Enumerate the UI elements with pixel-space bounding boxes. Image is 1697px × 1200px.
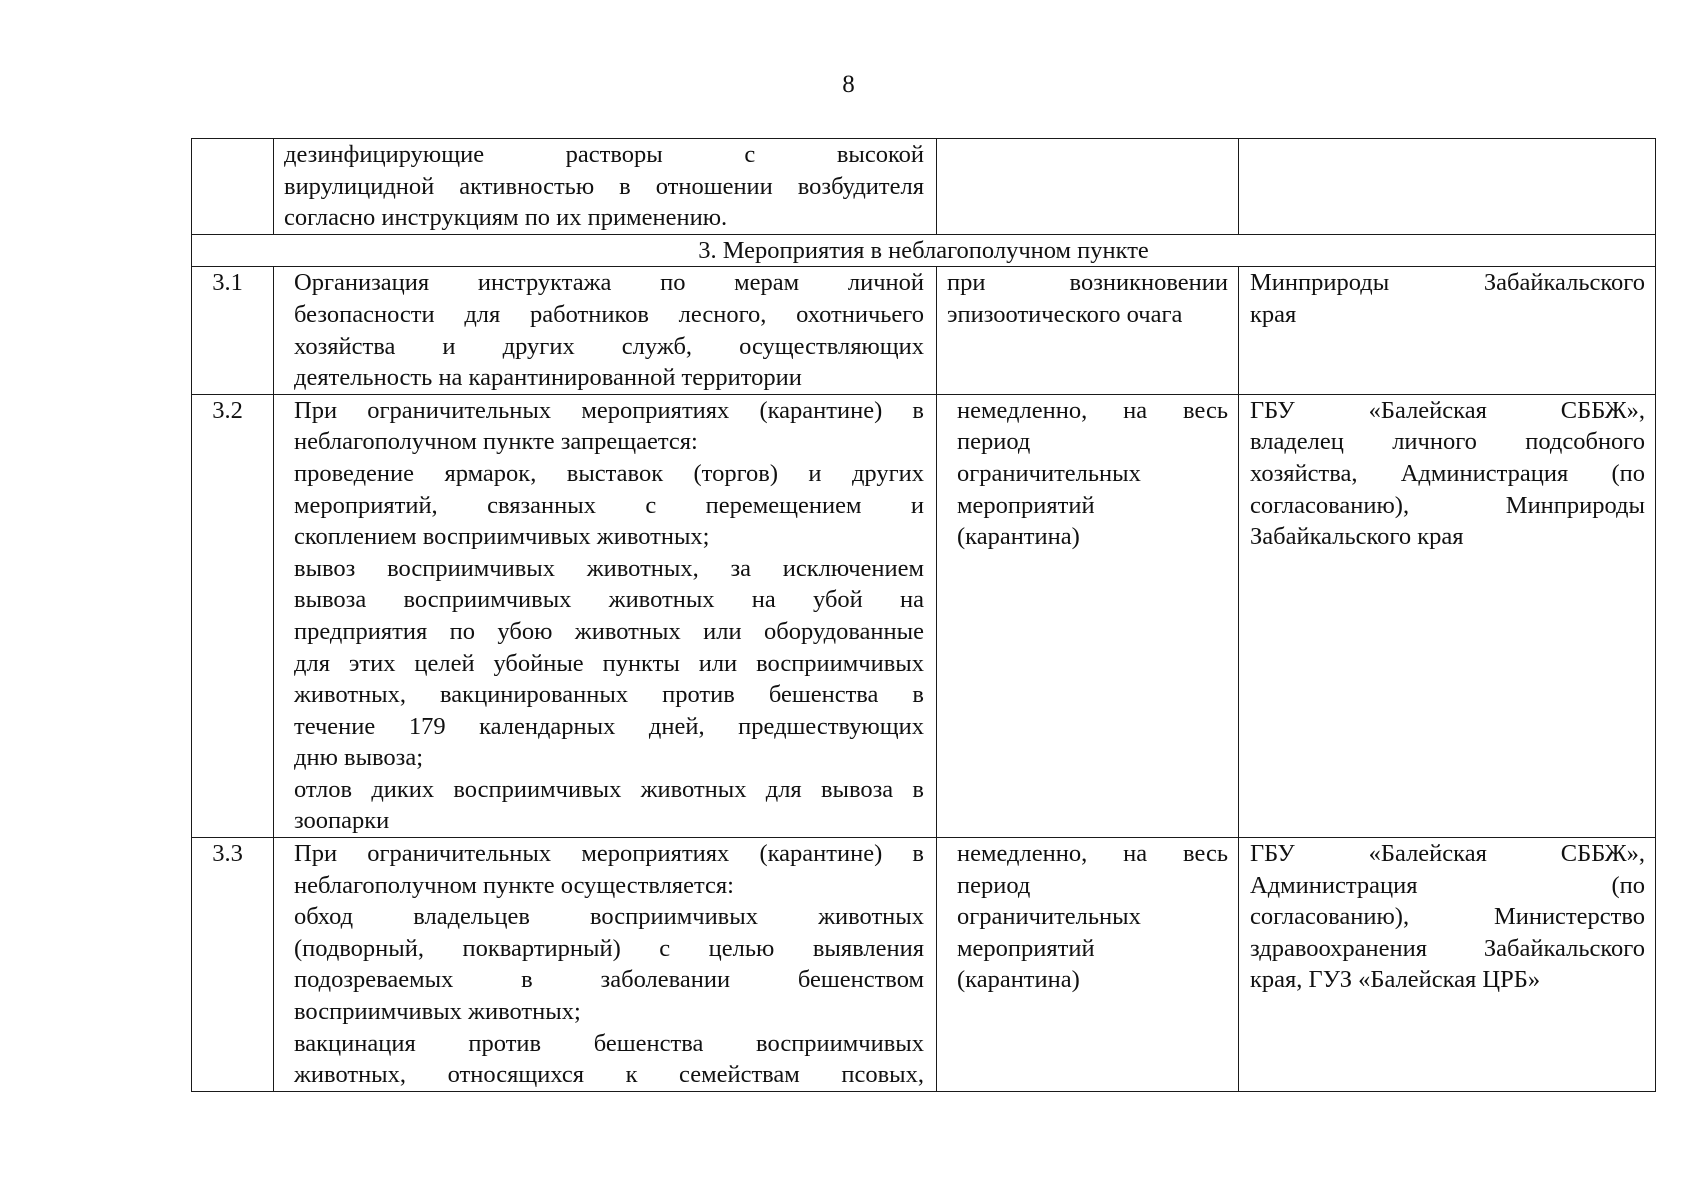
- text-line: ограничительных: [957, 459, 1141, 487]
- text-line: для этих целей убойные пункты или восприимчивых: [294, 649, 924, 677]
- cell-description: [274, 267, 937, 394]
- text-line: животных, вакцинированных против бешенства в: [294, 681, 924, 709]
- text-line: хозяйства, Администрация (по: [1250, 459, 1645, 487]
- text-line: отлов диких восприимчивых животных для вывоза в: [294, 775, 924, 803]
- cell-description: [274, 394, 937, 837]
- text-line: эпизоотического очага: [947, 300, 1183, 328]
- text-line: края: [1250, 300, 1297, 328]
- cell-number: 3.1: [192, 267, 274, 394]
- cell-responsible: [1239, 139, 1656, 235]
- text-line: при возникновении: [947, 269, 1228, 297]
- text-line: согласованию), Министерство: [1250, 903, 1645, 931]
- text-line: (карантина): [957, 523, 1080, 551]
- text-line: вакцинация против бешенства восприимчивых: [294, 1029, 924, 1057]
- text-line: скоплением восприимчивых животных;: [294, 523, 710, 551]
- text-line: Забайкальского края: [1250, 523, 1464, 551]
- text-line: согласованию), Минприроды: [1250, 491, 1645, 519]
- text-line: период: [957, 871, 1031, 899]
- text-line: (подворный, поквартирный) с целью выявления: [294, 934, 924, 962]
- text-line: немедленно, на весь: [957, 396, 1228, 424]
- cell-number: [192, 139, 274, 235]
- text-line: проведение ярмарок, выставок (торгов) и других: [294, 459, 924, 487]
- section-header-row: [192, 234, 1656, 267]
- text-line: зоопарки: [294, 807, 390, 835]
- text-line: вывоз восприимчивых животных, за исключением: [294, 554, 924, 582]
- text-line: Администрация (по: [1250, 871, 1645, 899]
- text-line: вывоза восприимчивых животных на убой на: [294, 586, 924, 614]
- cell-responsible: [1239, 838, 1656, 1092]
- text-line: немедленно, на весь: [957, 840, 1228, 868]
- text-line: течение 179 календарных дней, предшествующих: [294, 712, 924, 740]
- text-line: владелец личного подсобного: [1250, 428, 1645, 456]
- cell-term: [937, 838, 1239, 1092]
- table-row: [192, 838, 1656, 1092]
- cell-term: [937, 267, 1239, 394]
- text-line: согласно инструкциям по их применению.: [284, 204, 728, 232]
- page-number: 8: [842, 71, 855, 98]
- text-line: период: [957, 428, 1031, 456]
- text-line: обход владельцев восприимчивых животных: [294, 903, 924, 931]
- cell-term: [937, 394, 1239, 837]
- table-row: [192, 267, 1656, 394]
- cell-description: [274, 838, 937, 1092]
- table-row-continuation: [192, 139, 1656, 235]
- cell-responsible: [1239, 394, 1656, 837]
- text-line: деятельность на карантинированной территории: [294, 364, 802, 392]
- text-line: здравоохранения Забайкальского: [1250, 934, 1645, 962]
- text-line: подозреваемых в заболевании бешенством: [294, 966, 924, 994]
- text-line: мероприятий: [957, 491, 1095, 519]
- text-line: При ограничительных мероприятиях (карантине) в: [294, 840, 924, 868]
- cell-description: [274, 139, 937, 235]
- text-line: неблагополучном пункте осуществляется:: [294, 871, 734, 899]
- text-line: предприятия по убою животных или оборудованные: [294, 617, 924, 645]
- section-title: 3. Мероприятия в неблагополучном пункте: [192, 234, 1656, 267]
- text-line: мероприятий, связанных с перемещением и: [294, 491, 924, 519]
- cell-number: 3.2: [192, 394, 274, 837]
- text-line: животных, относящихся к семействам псовых,: [294, 1061, 924, 1089]
- text-line: вирулицидной активностью в отношении возбудителя: [284, 172, 924, 200]
- text-line: безопасности для работников лесного, охотничьего: [294, 300, 924, 328]
- table-row: [192, 394, 1656, 837]
- text-line: ГБУ «Балейская СББЖ»,: [1250, 840, 1645, 868]
- text-line: Минприроды Забайкальского: [1250, 269, 1645, 297]
- cell-term: [937, 139, 1239, 235]
- text-line: дезинфицирующие растворы с высокой: [284, 141, 924, 168]
- text-line: При ограничительных мероприятиях (карантине) в: [294, 396, 924, 424]
- measures-table: [191, 138, 1656, 1092]
- text-line: хозяйства и других служб, осуществляющих: [294, 332, 924, 360]
- text-line: восприимчивых животных;: [294, 998, 581, 1026]
- cell-responsible: [1239, 267, 1656, 394]
- text-line: Организация инструктажа по мерам личной: [294, 269, 924, 297]
- text-line: дню вывоза;: [294, 744, 424, 772]
- text-line: неблагополучном пункте запрещается:: [294, 428, 698, 456]
- text-line: ГБУ «Балейская СББЖ»,: [1250, 396, 1645, 424]
- cell-number: 3.3: [192, 838, 274, 1092]
- text-line: мероприятий: [957, 934, 1095, 962]
- text-line: ограничительных: [957, 903, 1141, 931]
- text-line: (карантина): [957, 966, 1080, 994]
- text-line: края, ГУЗ «Балейская ЦРБ»: [1250, 966, 1541, 994]
